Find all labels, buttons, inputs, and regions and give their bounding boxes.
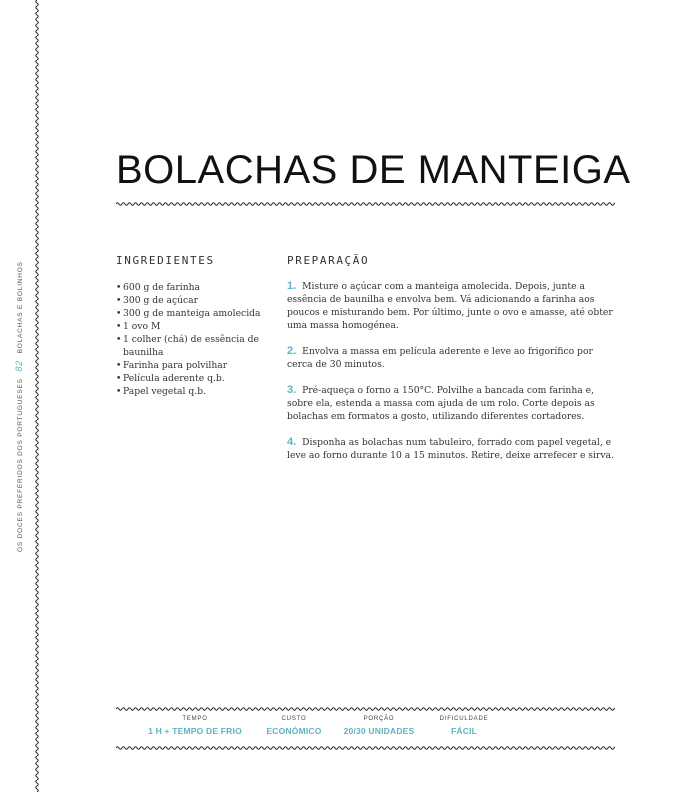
preparation-heading: PREPARAÇÃO — [287, 254, 370, 267]
ingredient-item: • Película aderente q.b. — [116, 372, 276, 385]
info-time-value: 1 H + TEMPO DE FRIO — [148, 726, 242, 736]
step-number: 3. — [287, 384, 297, 396]
ingredients-heading: INGREDIENTES — [116, 254, 215, 267]
info-difficulty-value: FÁCIL — [450, 726, 478, 736]
title-divider — [116, 200, 615, 208]
info-difficulty-label: DIFICULDADE — [439, 716, 489, 722]
preparation-step — [287, 345, 617, 371]
ingredient-item: • 1 ovo M — [116, 320, 276, 333]
preparation-step — [287, 436, 617, 462]
step-text: Misture o açúcar com a manteiga amolecida. Depois, junte a essência de baunilha e envolva bem. Vá adicionando a farinha aos poucos e misturando bem. Por último, junte o ovo e amasse, até obter uma massa homogénea. — [287, 281, 613, 331]
info-top-divider — [116, 705, 615, 713]
recipe-title: BOLACHAS DE MANTEIGA — [116, 148, 631, 192]
step-number: 4. — [287, 436, 297, 448]
preparation-step — [287, 280, 617, 332]
ingredient-item: • 1 colher (chá) de essência de baunilha — [116, 333, 276, 359]
info-cost-label: CUSTO — [281, 716, 307, 722]
step-number: 1. — [287, 280, 297, 292]
ingredient-item: • Papel vegetal q.b. — [116, 385, 276, 398]
step-number: 2. — [287, 345, 297, 357]
section-name: BOLACHAS E BOLINHOS — [17, 261, 24, 354]
step-text: Disponha as bolachas num tabuleiro, forrado com papel vegetal, e leve ao forno durante 10 a 15 minutos. Retire, deixe arrefecer e sirva. — [287, 437, 614, 461]
step-text: Envolva a massa em película aderente e leve ao frigorífico por cerca de 30 minutos. — [287, 346, 593, 370]
preparation-steps — [287, 280, 617, 475]
step-text: Pré-aqueça o forno a 150°C. Polvilhe a bancada com farinha e, sobre ela, estenda a massa com ajuda de um rolo. Corte depois as bolachas em formatos a gosto, utilizando diferentes cortadores. — [287, 385, 595, 422]
info-portion-label: PORÇÃO — [363, 716, 395, 722]
ingredient-item: • 300 g de manteiga amolecida — [116, 307, 276, 320]
info-difficulty — [409, 716, 519, 736]
page-number: 82 — [14, 359, 24, 372]
book-title: OS DOCES PREFERIDOS DOS PORTUGUESES — [17, 378, 24, 552]
ingredients-list — [116, 281, 276, 398]
ingredient-item: • 600 g de farinha — [116, 281, 276, 294]
info-bottom-divider — [116, 744, 615, 752]
sidebar-running-head — [14, 0, 24, 792]
ingredient-item: • Farinha para polvilhar — [116, 359, 276, 372]
info-time — [140, 716, 250, 736]
preparation-step — [287, 384, 617, 423]
ingredient-item: • 300 g de açúcar — [116, 294, 276, 307]
info-time-label: TEMPO — [182, 716, 208, 722]
info-portion-value: 20/30 UNIDADES — [343, 726, 415, 736]
info-cost-value: ECONÓMICO — [266, 726, 322, 736]
spine-wavy-line — [33, 0, 41, 792]
